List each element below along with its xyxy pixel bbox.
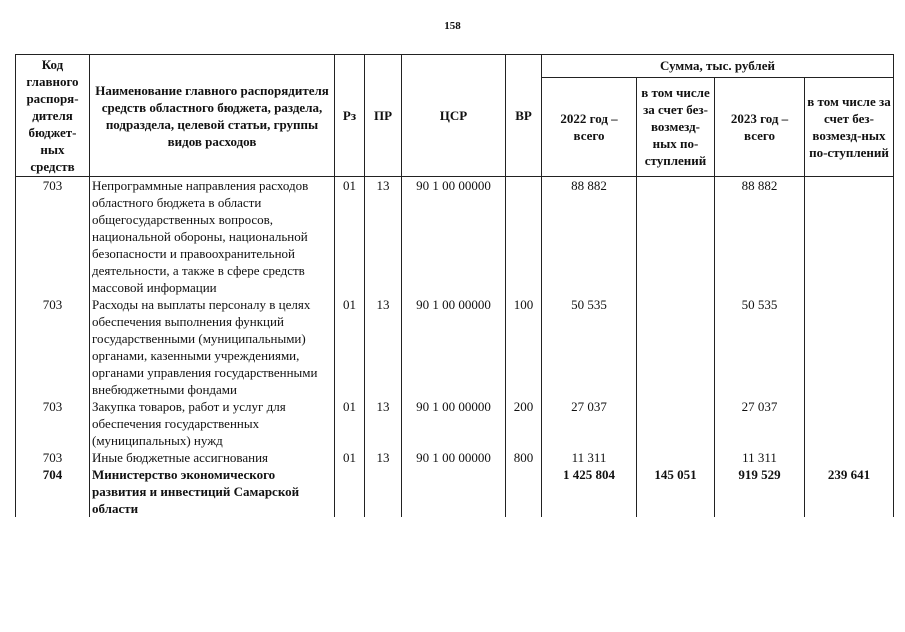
- row-name: Расходы на выплаты персоналу в целях обеспечения выполнения функций государственными (муниципальными) органами, казенными учреждениями, органами управления государственными внебюджетными фондами: [90, 296, 335, 398]
- table-row: [16, 449, 894, 466]
- row-2022-total: 27 037: [542, 398, 637, 449]
- row-name: Закупка товаров, работ и услуг для обеспечения государственных (муниципальных) нужд: [90, 398, 335, 449]
- row-code: 704: [16, 466, 90, 517]
- row-code: 703: [16, 296, 90, 398]
- row-name: Министерство экономического развития и инвестиций Самарской области: [90, 466, 335, 517]
- header-2022-free: в том числе за счет без-возмезд-ных по-ступлений: [637, 77, 715, 176]
- row-2022-free: [637, 398, 715, 449]
- row-code: 703: [16, 398, 90, 449]
- row-csr: 90 1 00 00000: [402, 449, 506, 466]
- row-2023-free: [805, 177, 894, 297]
- row-pr: 13: [365, 296, 402, 398]
- row-csr: 90 1 00 00000: [402, 398, 506, 449]
- row-rz: 01: [335, 449, 365, 466]
- row-csr: [402, 466, 506, 517]
- header-csr: ЦСР: [402, 55, 506, 177]
- row-2023-total: 27 037: [715, 398, 805, 449]
- row-name: Непрограммные направления расходов областного бюджета в области общегосударственных вопросов, национальной обороны, национальной безопасности и правоохранительной деятельности, а также в сфере средств массовой информации: [90, 177, 335, 297]
- row-2023-total: 11 311: [715, 449, 805, 466]
- page-number: 158: [444, 20, 461, 32]
- row-2022-total: 1 425 804: [542, 466, 637, 517]
- row-2022-total: 11 311: [542, 449, 637, 466]
- row-2022-free: [637, 449, 715, 466]
- row-vr: 800: [506, 449, 542, 466]
- header-2023-total: 2023 год – всего: [715, 77, 805, 176]
- table-row: [16, 466, 894, 517]
- row-vr: [506, 466, 542, 517]
- row-pr: 13: [365, 398, 402, 449]
- row-2023-free: [805, 449, 894, 466]
- header-sum: Сумма, тыс. рублей: [542, 55, 894, 78]
- header-rz: Рз: [335, 55, 365, 177]
- table-body: [16, 177, 894, 518]
- row-rz: 01: [335, 177, 365, 297]
- row-rz: [335, 466, 365, 517]
- row-csr: 90 1 00 00000: [402, 177, 506, 297]
- row-rz: 01: [335, 296, 365, 398]
- table-row: [16, 398, 894, 449]
- row-2022-total: 50 535: [542, 296, 637, 398]
- table-row: [16, 296, 894, 398]
- row-code: 703: [16, 449, 90, 466]
- row-pr: 13: [365, 177, 402, 297]
- header-vr: ВР: [506, 55, 542, 177]
- header-name: Наименование главного распорядителя средств областного бюджета, раздела, подраздела, целевой статьи, группы видов расходов: [90, 55, 335, 177]
- row-2022-total: 88 882: [542, 177, 637, 297]
- row-rz: 01: [335, 398, 365, 449]
- header-pr: ПР: [365, 55, 402, 177]
- row-vr: 200: [506, 398, 542, 449]
- row-pr: [365, 466, 402, 517]
- row-vr: [506, 177, 542, 297]
- row-2023-free: [805, 296, 894, 398]
- row-pr: 13: [365, 449, 402, 466]
- table-header: [16, 55, 894, 177]
- row-2022-free: [637, 296, 715, 398]
- row-code: 703: [16, 177, 90, 297]
- budget-table: [15, 54, 894, 517]
- header-2023-free: в том числе за счет без-возмезд-ных по-ступлений: [805, 77, 894, 176]
- row-name: Иные бюджетные ассигнования: [90, 449, 335, 466]
- row-csr: 90 1 00 00000: [402, 296, 506, 398]
- row-2023-total: 50 535: [715, 296, 805, 398]
- table-row: [16, 177, 894, 297]
- row-2023-free: 239 641: [805, 466, 894, 517]
- row-2022-free: 145 051: [637, 466, 715, 517]
- row-2023-total: 88 882: [715, 177, 805, 297]
- row-2023-free: [805, 398, 894, 449]
- row-vr: 100: [506, 296, 542, 398]
- header-2022-total: 2022 год – всего: [542, 77, 637, 176]
- header-code: Код главного распоря-дителя бюджет-ных средств: [16, 55, 90, 177]
- row-2023-total: 919 529: [715, 466, 805, 517]
- row-2022-free: [637, 177, 715, 297]
